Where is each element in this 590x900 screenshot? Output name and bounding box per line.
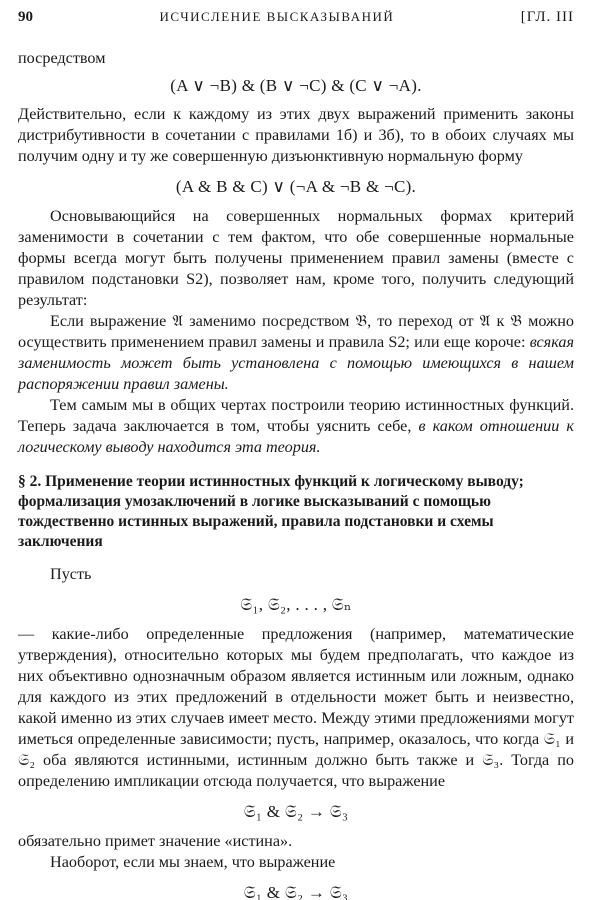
formula-sentences: 𝔖₁, 𝔖₂, . . . , 𝔖ₙ (240, 595, 352, 614)
chapter-label: [ГЛ. III (520, 9, 574, 25)
result-italic: всякая заменимость может быть установлена с помощью имеющихся в нашем распоряжении правил замены. (18, 333, 574, 393)
formula-cnf: (A ∨ ¬B) & (B ∨ ¬C) & (C ∨ ¬A). (170, 76, 422, 95)
paragraph-let: Пусть (50, 565, 92, 583)
paragraph-sentences: — какие-либо определенные предложения (например, математические утверждения), относительно которых мы будем предполагать, что каждое из них объективно однозначным образом является истинным или ложным, однако для каждого из этих предложений в отдельности может быть и неизвестно, какой именно из этих случаев имеет место. Между этими предложениями могут иметься определенные зависимости; пусть, например, оказалось, что когда 𝔖₁ и 𝔖₂ оба являются истинными, истинным должно быть также и 𝔖₃. Тогда по определению импликации отсюда получается, что выражение (18, 625, 574, 790)
result-text: Если выражение 𝔄 заменимо посредством 𝔅, то переход от 𝔄 к 𝔅 можно осуществить применением правил замены и правила S2; или еще короче: (18, 312, 574, 351)
formula-dnf: (A & B & C) ∨ (¬A & ¬B & ¬C). (175, 177, 417, 196)
paragraph-criterion: Основывающийся на совершенных нормальных формах критерий заменимости в сочетании с тем фактом, что обе совершенные нормальные формы всегда могут быть получены применением правил замены (вместе с правилом подстановки S2), позволяет нам, кроме того, получить следующий результат: (18, 207, 574, 309)
section-heading: § 2. Применение теории истинностных функций к логическому выводу; формализация умозаключений в логике высказываний с помощью тождественно истинных выражений, правила подстановки и схемы заключения (18, 473, 524, 550)
page-header (18, 6, 574, 28)
paragraph-result (18, 311, 574, 395)
formula-implication-1: 𝔖₁ & 𝔖₂ → 𝔖₃ (243, 802, 349, 821)
paragraph-conversely: Наоборот, если мы знаем, что выражение (50, 853, 336, 871)
running-title: ИСЧИСЛЕНИЕ ВЫСКАЗЫВАНИЙ (159, 9, 395, 24)
paragraph-intro: посредством (18, 49, 106, 67)
paragraph-theory (18, 395, 574, 458)
paragraph-true-value: обязательно примет значение «истина». (18, 832, 293, 850)
theory-italic: в каком отношении к логическому выводу находится эта теория. (18, 417, 574, 456)
paragraph-distributivity: Действительно, если к каждому из этих двух выражений применить законы дистрибутивности в сочетании с правилами 1б) и 3б), то в обоих случаях мы получим одну и ту же совершенную дизъюнктивную нормальную форму (18, 105, 574, 165)
theory-text: Тем самым мы в общих чертах построили теорию истинностных функций. Теперь задача заключается в том, чтобы уяснить себе, (18, 396, 574, 435)
formula-implication-2: 𝔖₁ & 𝔖₂ → 𝔖₃ (243, 883, 349, 900)
page-number: 90 (18, 9, 33, 25)
